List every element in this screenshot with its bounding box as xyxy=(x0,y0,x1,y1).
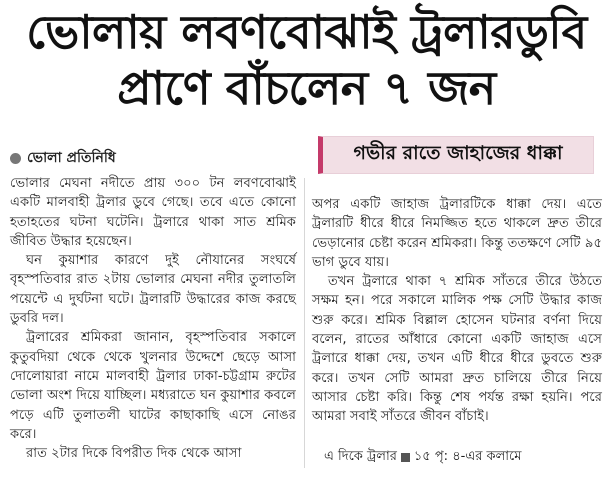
subheading-text: গভীর রাতে জাহাজের ধাক্কা xyxy=(353,142,563,164)
article-column-left xyxy=(10,174,296,463)
byline-text: ভোলা প্রতিনিধি xyxy=(27,150,116,166)
paragraph: ঘন কুয়াশার কারণে দুই নৌযানের সংঘর্ষে বৃহস্পতিবার রাত ২টায় ভোলার মেঘনা নদীর তুলাতলি পয়েন্টে এ দুর্ঘটনা ঘটে। ট্রলারটি উদ্ধারের কাজ করছে ডুবরি দল। xyxy=(10,253,296,327)
headline xyxy=(0,4,613,116)
square-bullet-icon xyxy=(401,453,410,462)
paragraph: অপর একটি জাহাজ ট্রলারটিকে ধাক্কা দেয়। এতে ট্রলারটি ধীরে ধীরে নিমজ্জিত হতে থাকলে দ্রুত তীরে ভেড়ানোর চেষ্টা করেন শ্রমিকরা। কিন্তু ততক্ষণে সেটি ৯৫ ভাগ ডুবে যায়। xyxy=(312,197,602,270)
byline xyxy=(10,146,116,170)
continuation-jump[interactable]: ১৫ পৃ: ৪-এর কলামে xyxy=(413,449,522,464)
continuation-line xyxy=(324,447,522,468)
paragraph: ট্রলারের শ্রমিকরা জানান, বৃহস্পতিবার সকালে কুতুবদিয়া থেকে থেকে খুলনার উদ্দেশে ছেড়ে আসা দোলোয়ারা নামে মালবাহী ট্রলার ঢাকা-চট্টগ্রাম রুটের ভোলা অংশ দিয়ে যাচ্ছিল। মধ্যরাতে ঘন কুয়াশার কবলে পড়ে এটি তুলাতলী ঘাটের কাছাকাছি এসে নোঙর করে। xyxy=(10,330,296,442)
article-column-right xyxy=(312,195,602,427)
continuation-lead: এ দিকে ট্রলার xyxy=(324,449,397,464)
paragraph: রাত ২টার দিকে বিপরীত দিক থেকে আসা xyxy=(26,446,242,462)
subheading-box xyxy=(318,136,594,174)
headline-line-1: ভোলায় লবণবোঝাই ট্রলারডুবি xyxy=(26,5,587,59)
column-divider xyxy=(304,178,305,468)
bullet-dot-icon xyxy=(10,153,21,164)
paragraph: ভোলার মেঘনা নদীতে প্রায় ৩০০ টন লবণবোঝাই একটি মালবাহী ট্রলার ডুবে গেছে। তবে এতে কোনো হতাহতের ঘটনা ঘটেনি। ট্রলারে থাকা সাত শ্রমিক জীবিত উদ্ধার হয়েছেন। xyxy=(10,176,296,249)
headline-line-2: প্রাণে বাঁচলেন ৭ জন xyxy=(117,61,496,115)
paragraph: তখন ট্রলারে থাকা ৭ শ্রমিক সাঁতরে তীরে উঠতে সক্ষম হন। পরে সকালে মালিক পক্ষ সেটি উদ্ধার কাজ শুরু করে। শ্রমিক বিল্লাল হোসেন ঘটনার বর্ণনা দিয়ে বলেন, রাতের আঁধারে কোনো একটি জাহাজ এসে ট্রলারে ধাক্কা দেয়, তখন এটি ধীরে ধীরে ডুবতে শুরু করে। তখন সেটি আমরা দ্রুত চালিয়ে তীরে নিয়ে আসার চেষ্টা করি। কিন্তু শেষ পর্যন্ত রক্ষা হয়নি। পরে আমরা সবাই সাঁতরে জীবন বাঁচাই। xyxy=(312,274,602,425)
